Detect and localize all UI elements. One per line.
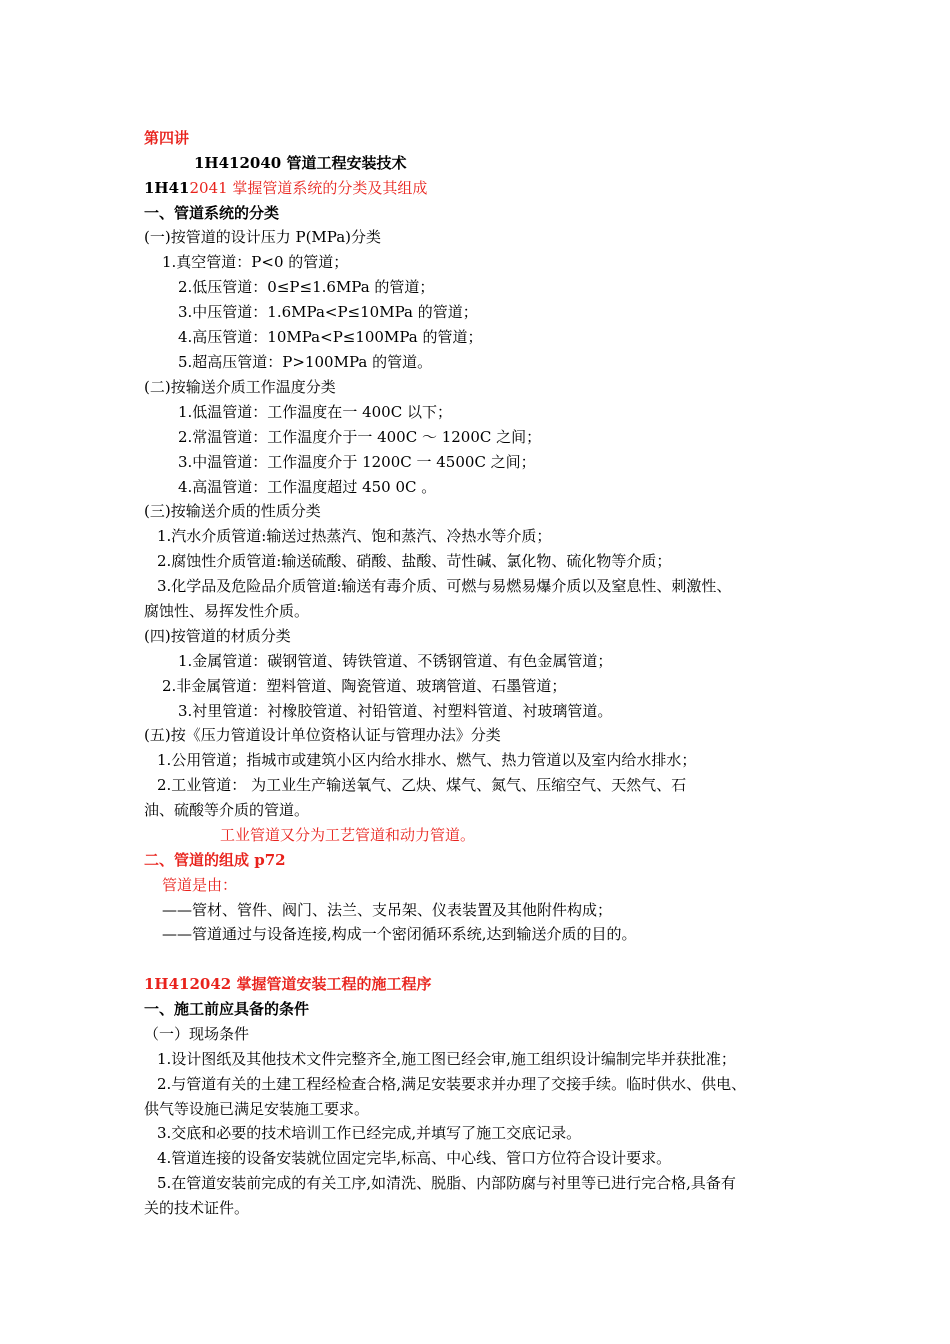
list-item: 1.公用管道；指城市或建筑小区内给水排水、燃气、热力管道以及室内给水排水； (157, 751, 697, 769)
category-material: (四)按管道的材质分类 (144, 627, 291, 645)
list-item: 4.高温管道：工作温度超过 450 0C 。 (178, 478, 437, 496)
list-item: 1.真空管道：P<0 的管道； (162, 253, 349, 271)
note-industrial-pipe: 工业管道又分为工艺管道和动力管道。 (220, 826, 476, 844)
list-item: 1.汽水介质管道:输送过热蒸汽、饱和蒸汽、冷热水等介质； (157, 527, 552, 545)
subsection-title-2041 (144, 176, 830, 200)
subsection-title-rest: 2041 掌握管道系统的分类及其组成 (189, 179, 428, 197)
list-item: 3.化学品及危险品介质管道:输送有毒介质、可燃与易燃易爆介质以及窒息性、刺激性、 (157, 577, 732, 595)
category-pressure: (一)按管道的设计压力 P(MPa)分类 (144, 228, 381, 246)
list-item: 5.在管道安装前完成的有关工序,如清洗、脱脂、内部防腐与衬里等已进行完合格,具备有 (157, 1174, 736, 1192)
list-item: 2.常温管道：工作温度介于一 400C ～ 1200C 之间； (178, 428, 542, 446)
list-item: 1.金属管道：碳钢管道、铸铁管道、不锈钢管道、有色金属管道； (178, 652, 613, 670)
list-item: 3.衬里管道：衬橡胶管道、衬铅管道、衬塑料管道、衬玻璃管道。 (178, 702, 613, 720)
list-item-continuation: 油、硫酸等介质的管道。 (144, 801, 310, 819)
list-item: 2.工业管道： 为工业生产输送氧气、乙炔、煤气、氮气、压缩空气、天然气、石 (157, 776, 687, 794)
category-temperature: (二)按输送介质工作温度分类 (144, 378, 336, 396)
list-item: ——管道通过与设备连接,构成一个密闭循环系统,达到输送介质的目的。 (162, 925, 637, 943)
heading-preconditions: 一、施工前应具备的条件 (144, 1000, 310, 1018)
list-item: 4.高压管道：10MPa<P≤100MPa 的管道； (178, 328, 483, 346)
list-item: 2.腐蚀性介质管道:输送硫酸、硝酸、盐酸、苛性碱、氯化物、硫化物等介质； (157, 552, 672, 570)
list-item-continuation: 腐蚀性、易挥发性介质。 (144, 602, 310, 620)
list-item: 3.中温管道：工作温度介于 1200C 一 4500C 之间； (178, 453, 536, 471)
list-item: ——管材、管件、阀门、法兰、支吊架、仪表装置及其他附件构成； (162, 901, 613, 919)
category-regulation: (五)按《压力管道设计单位资格认证与管理办法》分类 (144, 726, 501, 744)
list-item: 3.中压管道：1.6MPa<P≤10MPa 的管道； (178, 303, 478, 321)
list-item: 1.设计图纸及其他技术文件完整齐全,施工图已经会审,施工组织设计编制完毕并获批准； (157, 1050, 736, 1068)
list-item: 4.管道连接的设备安装就位固定完毕,标高、中心线、管口方位符合设计要求。 (157, 1149, 672, 1167)
category-site-conditions: （一）现场条件 (144, 1025, 250, 1043)
category-medium: (三)按输送介质的性质分类 (144, 502, 321, 520)
list-item: 3.交底和必要的技术培训工作已经完成,并填写了施工交底记录。 (157, 1124, 582, 1142)
section-title: 1H412040 管道工程安装技术 (194, 154, 407, 172)
list-item-continuation: 关的技术证件。 (144, 1199, 250, 1217)
list-item: 2.与管道有关的土建工程经检查合格,满足安装要求并办理了交接手续。临时供水、供电、 (157, 1075, 747, 1093)
list-item-continuation: 供气等设施已满足安装施工要求。 (144, 1100, 370, 1118)
composition-intro: 管道是由： (162, 876, 238, 894)
heading-classification: 一、管道系统的分类 (144, 204, 280, 222)
list-item: 2.低压管道：0≤P≤1.6MPa 的管道； (178, 278, 435, 296)
subsection-code-prefix: 1H41 (144, 179, 190, 197)
subsection-title-2042: 1H412042 掌握管道安装工程的施工程序 (144, 975, 432, 993)
heading-composition: 二、管道的组成 p72 (144, 851, 286, 869)
lecture-title: 第四讲 (144, 129, 190, 147)
list-item: 1.低温管道：工作温度在一 400C 以下； (178, 403, 452, 421)
list-item: 2.非金属管道：塑料管道、陶瓷管道、玻璃管道、石墨管道； (162, 677, 567, 695)
list-item: 5.超高压管道：P>100MPa 的管道。 (178, 353, 433, 371)
